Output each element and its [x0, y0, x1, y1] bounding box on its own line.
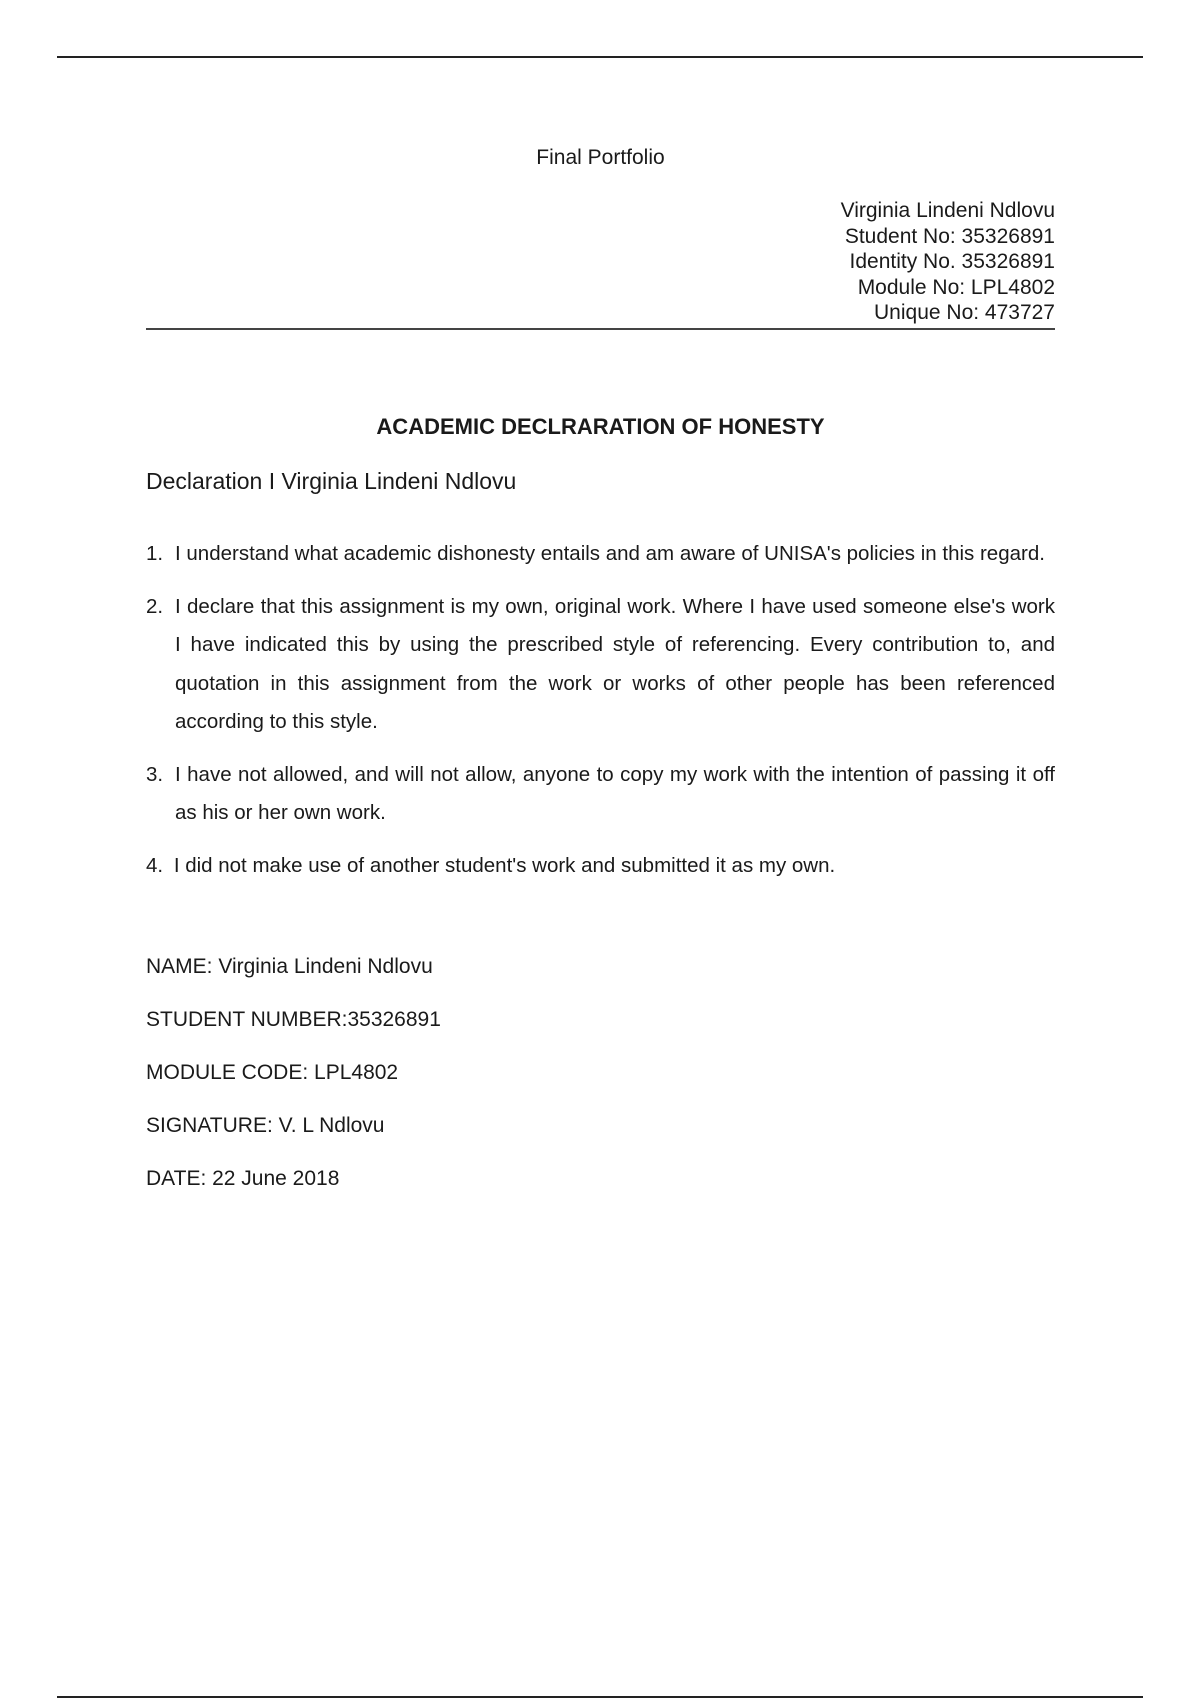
declaration-item — [146, 535, 1055, 574]
student-number-field: STUDENT NUMBER:35326891 — [146, 1008, 441, 1031]
item-number: 2. — [146, 594, 164, 618]
student-number-line: Student No: 35326891 — [844, 224, 1055, 248]
page-bottom-rule — [57, 1696, 1143, 1698]
item-number: 3. — [146, 762, 164, 786]
page-top-rule — [57, 56, 1143, 58]
student-name-line: Virginia Lindeni Ndlovu — [840, 199, 1055, 222]
item-number: 4. — [146, 853, 164, 877]
document-title: Final Portfolio — [536, 146, 665, 169]
module-code-field: MODULE CODE: LPL4802 — [146, 1061, 399, 1084]
declaration-heading: ACADEMIC DECLRARATION OF HONESTY — [376, 414, 825, 439]
declaration-list — [146, 535, 1055, 899]
name-field: NAME: Virginia Lindeni Ndlovu — [146, 955, 433, 978]
signature-field: SIGNATURE: V. L Ndlovu — [146, 1114, 385, 1137]
item-text: I did not make use of another student's work and submitted it as my own. — [173, 853, 836, 877]
declaration-item — [146, 847, 1055, 886]
item-text: I have not allowed, and will not allow, anyone to copy my work with the intention of passing it off as his or her own work. — [175, 762, 1055, 824]
item-number: 1. — [146, 542, 164, 565]
header-divider — [146, 328, 1055, 330]
declaration-intro: Declaration I Virginia Lindeni Ndlovu — [146, 468, 517, 494]
module-number-line: Module No: LPL4802 — [857, 275, 1055, 299]
identity-number-line: Identity No. 35326891 — [849, 250, 1055, 273]
declaration-item — [146, 756, 1055, 833]
signature-details — [146, 954, 441, 1219]
item-text: I understand what academic dishonesty entails and am aware of UNISA's policies in this regard. — [175, 542, 1045, 565]
declaration-item — [146, 588, 1055, 742]
student-info-block — [146, 198, 1055, 326]
date-field: DATE: 22 June 2018 — [146, 1167, 340, 1190]
item-text: I declare that this assignment is my own, original work. Where I have used someone else's work I have indicated this by using the prescribed style of referencing. Every contribution to, and quotation in this assignment from the work or works of other people has been referenced according to this style. — [175, 594, 1055, 733]
unique-number-line: Unique No: 473727 — [874, 301, 1055, 324]
